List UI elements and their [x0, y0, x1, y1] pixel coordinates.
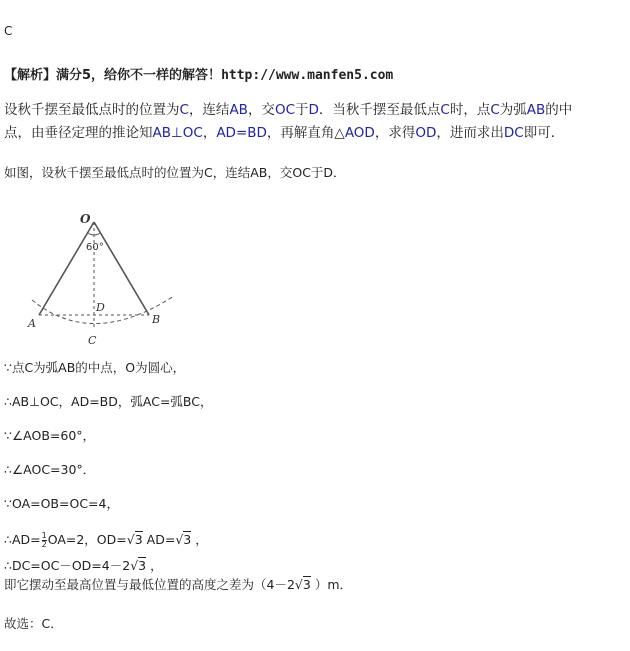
text: 设秋千摆至最低点时的位置为 — [4, 102, 180, 118]
label-C: C — [88, 334, 97, 346]
header-url: http://www.manfen5.com — [221, 68, 394, 83]
step-2: ∴AB⊥OC，AD=BD，弧AC=弧BC， — [4, 394, 213, 409]
label-O: O — [80, 212, 91, 226]
sqrt-radicand: 3 — [134, 532, 143, 547]
step-5: ∵OA=OB=OC=4， — [4, 496, 119, 511]
fraction-one-half — [42, 532, 47, 549]
text: ，进而求出 — [436, 125, 504, 141]
header-main-text: 满分5，给你不一样的解答！ — [56, 68, 222, 83]
text: ，求得 — [374, 125, 416, 141]
label-angle: 60° — [86, 242, 104, 253]
step-9-answer: 故选：C． — [4, 616, 63, 631]
text: OA=2，OD= — [47, 532, 127, 547]
label-D: D — [96, 301, 105, 314]
text: ， — [150, 558, 163, 573]
step-8: 即它摆动至最高位置与最低位置的高度之差为（4－2√3 ）m． — [4, 577, 353, 592]
text: ，再解直角△ — [266, 125, 345, 141]
step-3: ∵∠AOB=60°， — [4, 428, 96, 443]
symbol: DC — [503, 125, 524, 141]
intro-line: 如图，设秋千摆至最低点时的位置为C，连结AB，交OC于D． — [4, 165, 346, 180]
step-7: ∴DC=OC－OD=4－2√3 ， — [4, 558, 163, 573]
text: ， — [195, 532, 208, 547]
symbol: C — [440, 102, 450, 118]
step-6: ∴AD= $\frac{1}{2}$ OA=2，OD=√3 AD=√3 ， — [4, 531, 208, 549]
step-4: ∴∠AOC=30°． — [4, 462, 96, 477]
analysis-line-2 — [4, 121, 564, 141]
swing-diagram — [24, 206, 184, 346]
sqrt-radicand: 3 — [302, 577, 311, 592]
symbol: AB⊥OC — [152, 125, 203, 141]
symbol: AB — [526, 102, 546, 118]
label-A: A — [28, 317, 36, 330]
text: ∴DC=OC－OD=4－2 — [4, 558, 131, 573]
symbol: OD — [415, 125, 437, 141]
symbol: AB — [229, 102, 248, 118]
symbol: AOD — [344, 125, 375, 141]
text: 时，点 — [449, 102, 491, 118]
symbol: D — [308, 102, 319, 118]
text: 点，由垂径定理的推论知 — [4, 125, 153, 141]
text: ，交 — [247, 102, 275, 118]
step-1: ∵点C为弧AB的中点，O为圆心， — [4, 360, 186, 375]
text: 的中 — [545, 102, 573, 118]
text: 为弧 — [499, 102, 527, 118]
sqrt-radicand: 3 — [138, 558, 147, 573]
label-B: B — [152, 313, 161, 326]
text: 即可． — [523, 125, 565, 141]
answer-letter: C — [4, 24, 13, 38]
text: ．当秋千摆至最低点 — [318, 102, 441, 118]
symbol: OC — [274, 102, 295, 118]
text: 即它摆动至最高位置与最低位置的高度之差为（4－2 — [4, 577, 295, 592]
symbol: AD=BD — [216, 125, 267, 141]
sqrt-radicand: 3 — [183, 532, 192, 547]
text: ，连结 — [188, 102, 230, 118]
text: AD= — [146, 532, 176, 547]
text: ）m． — [314, 577, 353, 592]
fraction-numerator: 1 — [41, 531, 47, 540]
symbol: C — [179, 102, 189, 118]
symbol: C — [490, 102, 500, 118]
analysis-line-1 — [4, 98, 572, 118]
header-bracket-title: 【解析】 — [4, 68, 57, 83]
text: ∴AD= — [4, 532, 41, 547]
text: ， — [202, 125, 217, 141]
fraction-denominator: 2 — [41, 540, 47, 549]
rope-OA — [39, 222, 94, 315]
analysis-header — [4, 64, 393, 83]
text: 于 — [295, 102, 309, 118]
